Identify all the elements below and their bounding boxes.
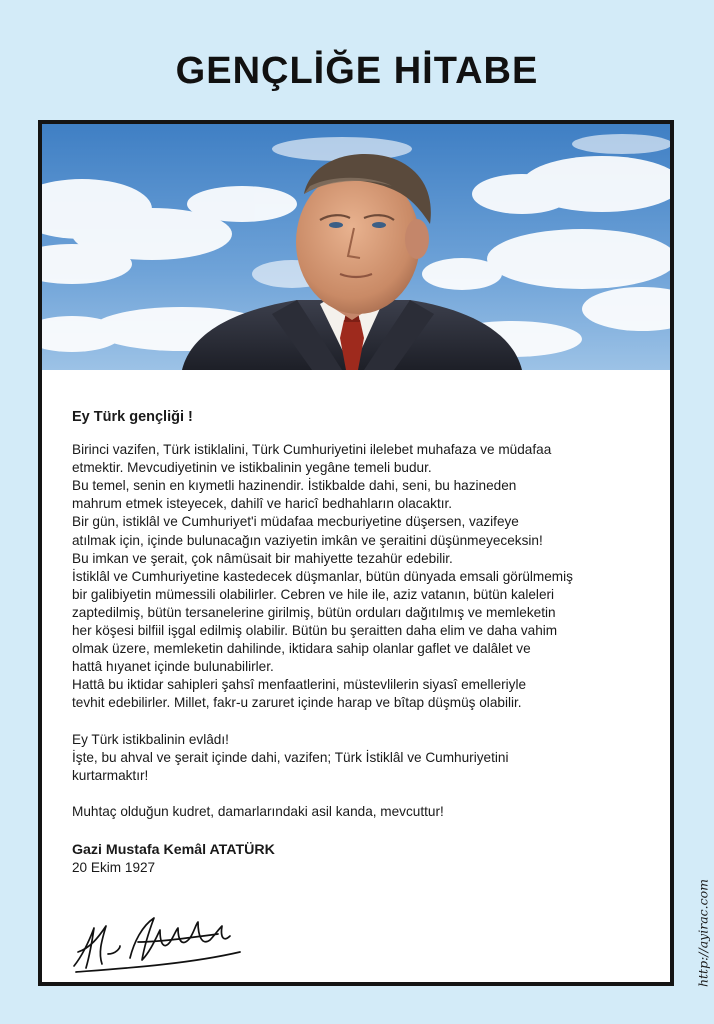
greeting: Ey Türk gençliği !	[72, 409, 193, 425]
speech-line: Ey Türk istikbalinin evlâdı!	[72, 731, 229, 747]
speech-line: etmektir. Mevcudiyetinin ve istikbalinin yegâne temeli budur.	[72, 460, 432, 476]
speech-line: Hattâ bu iktidar sahipleri şahsî menfaatlerini, müstevlilerin siyasî emelleriyle	[72, 677, 527, 693]
speech-paragraph-1	[72, 441, 652, 712]
speech-line: her köşesi bilfiil işgal edilmiş olabilir. Bütün bu şeraitten daha elim ve daha vahim	[72, 623, 558, 639]
speech-line: bir galibiyetin mümessili olabilirler. Cebren ve hile ile, aziz vatanın, bütün kaleleri	[72, 586, 555, 602]
autograph-signature	[68, 908, 248, 978]
speech-line: olmak üzere, memleketin dahilinde, iktidara sahip olanlar gaflet ve dalâlet ve	[72, 641, 531, 657]
speech-line: tevhit edebilirler. Millet, fakr-u zaruret içinde harap ve bîtap düşmüş olabilir.	[72, 695, 522, 711]
speech-line: İşte, bu ahval ve şerait içinde dahi, vazifen; Türk İstiklâl ve Cumhuriyetini	[72, 749, 509, 765]
watermark	[690, 848, 714, 1018]
poster-frame	[38, 120, 674, 986]
portrait-photo	[42, 124, 670, 370]
speech-line: atılmak için, içinde bulunacağın vaziyetin imkân ve şeraitini düşünmeyeceksin!	[72, 532, 543, 548]
speech-line: hattâ hıyanet içinde bulunabilirler.	[72, 659, 274, 675]
speech-line: Bu imkan ve şerait, çok nâmüsait bir mahiyette tezahür edebilir.	[72, 550, 453, 566]
speech-line: İstiklâl ve Cumhuriyetine kastedecek düşmanlar, bütün dünyada emsali görülmemiş	[72, 568, 573, 584]
speech-line: Bir gün, istiklâl ve Cumhuriyet'i müdafaa mecburiyetine düşersen, vazifeye	[72, 514, 519, 530]
speech-line: Muhtaç olduğun kudret, damarlarındaki asil kanda, mevcuttur!	[72, 803, 444, 819]
speech-line: zaptedilmiş, bütün tersanelerine girilmiş, bütün orduları dağıtılmış ve memleketin	[72, 604, 556, 620]
speech-line: kurtarmaktır!	[72, 767, 149, 783]
speech-line: Birinci vazifen, Türk istiklalini, Türk Cumhuriyetini ilelebet muhafaza ve müdafaa	[72, 442, 552, 458]
page-title: GENÇLİĞE HİTABE	[175, 50, 539, 92]
speech-line: mahrum etmek isteyecek, dahilî ve haricî bedhahların olacaktır.	[72, 496, 453, 512]
speech-line: Bu temel, senin en kıymetli hazinendir. İstikbalde dahi, seni, bu hazineden	[72, 478, 517, 494]
signature-date: 20 Ekim 1927	[72, 859, 156, 875]
speech-text	[72, 408, 652, 877]
speech-paragraph-2	[72, 731, 652, 785]
watermark-text: http://ayirac.com	[695, 878, 711, 988]
speech-paragraph-3	[72, 803, 652, 821]
signature-name: Gazi Mustafa Kemâl ATATÜRK	[72, 841, 275, 858]
